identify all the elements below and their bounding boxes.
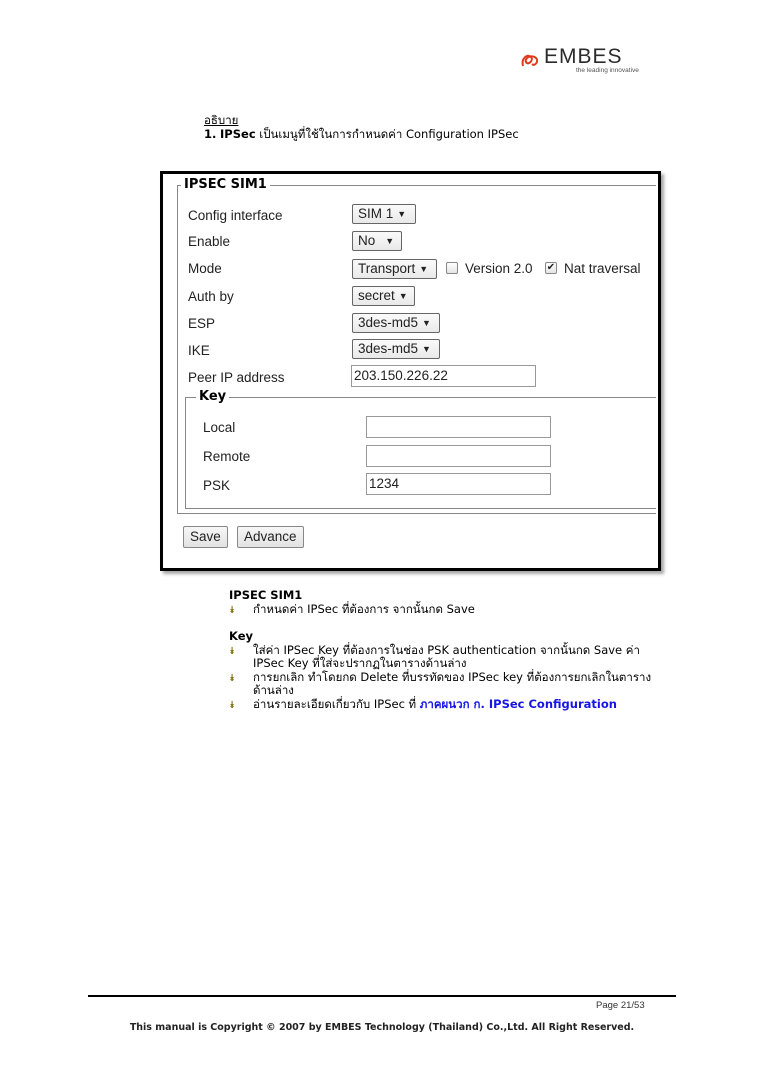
page-number: Page 21/53 <box>596 1000 645 1011</box>
key-legend: Key <box>196 389 229 404</box>
ipsec-sim1-legend: IPSEC SIM1 <box>181 177 270 192</box>
nat-traversal-checkbox[interactable]: ✔ <box>546 262 556 273</box>
dropdown-arrow-icon: ▼ <box>385 236 395 246</box>
notes-section <box>229 589 659 711</box>
local-input[interactable] <box>366 416 551 438</box>
notes-ipsec-sim1-title: IPSEC SIM1 <box>229 588 303 602</box>
config-interface-label: Config interface <box>188 208 283 223</box>
ike-label: IKE <box>188 343 210 358</box>
peer-ip-input[interactable]: 203.150.226.22 <box>351 365 536 387</box>
intro-item-text: เป็นเมนูที่ใช้ในการกำหนดค่า Configuration IPSec <box>255 127 519 141</box>
list-item <box>229 698 659 712</box>
copyright-notice: This manual is Copyright © 2007 by EMBES Technology (Thailand) Co.,Ltd. All Right Reserved. <box>129 1022 635 1033</box>
intro-item-title: IPSec <box>220 127 256 141</box>
footer-divider <box>88 995 676 997</box>
auth-by-select[interactable] <box>352 286 415 306</box>
dropdown-arrow-icon: ▼ <box>422 318 431 328</box>
psk-input[interactable]: 1234 <box>366 473 551 495</box>
ike-select[interactable] <box>352 339 440 359</box>
advance-button[interactable]: Advance <box>237 526 304 548</box>
ipsec-settings-screenshot <box>160 171 661 571</box>
ike-value: 3des-md5 <box>358 341 419 356</box>
list-item-text: กำหนดค่า IPSec ที่ต้องการ จากนั้นกด Save <box>253 601 475 616</box>
dropdown-arrow-icon: ▼ <box>419 264 429 274</box>
dropdown-arrow-icon: ▼ <box>422 344 431 354</box>
list-item <box>229 603 659 617</box>
version-2-label: Version 2.0 <box>465 261 533 276</box>
list-item <box>229 644 659 671</box>
enable-select[interactable] <box>352 231 402 251</box>
peer-ip-label: Peer IP address <box>188 370 285 385</box>
embes-logo <box>520 45 639 77</box>
auth-by-value: secret <box>358 288 395 303</box>
mode-value: Transport <box>358 261 416 276</box>
embes-logo-mark-icon <box>520 49 542 71</box>
brand-tagline: the leading innovative <box>576 67 639 74</box>
bullet-arrow-icon: ⯯ <box>229 645 235 657</box>
bullet-arrow-icon: ⯯ <box>229 672 235 684</box>
esp-select[interactable] <box>352 313 440 333</box>
brand-name: EMBES <box>544 45 623 68</box>
bullet-arrow-icon: ⯯ <box>229 699 235 711</box>
dropdown-arrow-icon: ▼ <box>397 209 407 219</box>
list-item-text: ใส่ค่า IPSec Key ที่ต้องการในช่อง PSK authentication จากนั้นกด Save ค่า IPSec Key ที่ใส่จะปรากฏในตารางด้านล่าง <box>253 642 640 670</box>
list-item-text: อ่านรายละเอียดเกี่ยวกับ IPSec ที่ <box>253 696 420 711</box>
appendix-link[interactable]: ภาคผนวก ก. IPSec Configuration <box>419 696 617 711</box>
nat-traversal-label: Nat traversal <box>564 261 641 276</box>
intro-heading: อธิบาย <box>204 113 239 127</box>
mode-select[interactable] <box>352 259 437 279</box>
mode-label: Mode <box>188 261 222 276</box>
version-2-checkbox[interactable] <box>446 262 458 274</box>
psk-label: PSK <box>203 478 231 493</box>
config-interface-select[interactable] <box>352 204 416 224</box>
save-button[interactable]: Save <box>183 526 228 548</box>
enable-label: Enable <box>188 234 231 249</box>
dropdown-arrow-icon: ▼ <box>398 291 408 301</box>
esp-value: 3des-md5 <box>358 315 419 330</box>
enable-value: No <box>358 233 376 248</box>
bullet-arrow-icon: ⯯ <box>229 604 235 616</box>
auth-by-label: Auth by <box>188 289 234 304</box>
list-item <box>229 671 659 698</box>
esp-label: ESP <box>188 316 216 331</box>
config-interface-value: SIM 1 <box>358 206 394 221</box>
remote-label: Remote <box>203 449 251 464</box>
intro-item-number: 1. <box>204 127 217 141</box>
remote-input[interactable] <box>366 445 551 467</box>
notes-key-title: Key <box>229 629 254 643</box>
intro-text <box>204 113 519 141</box>
list-item-text: การยกเลิก ทำโดยกด Delete ที่บรรทัดของ IPSec key ที่ต้องการยกเลิกในตาราง ด้านล่าง <box>253 669 652 697</box>
local-label: Local <box>203 420 236 435</box>
intro-item <box>204 127 519 141</box>
